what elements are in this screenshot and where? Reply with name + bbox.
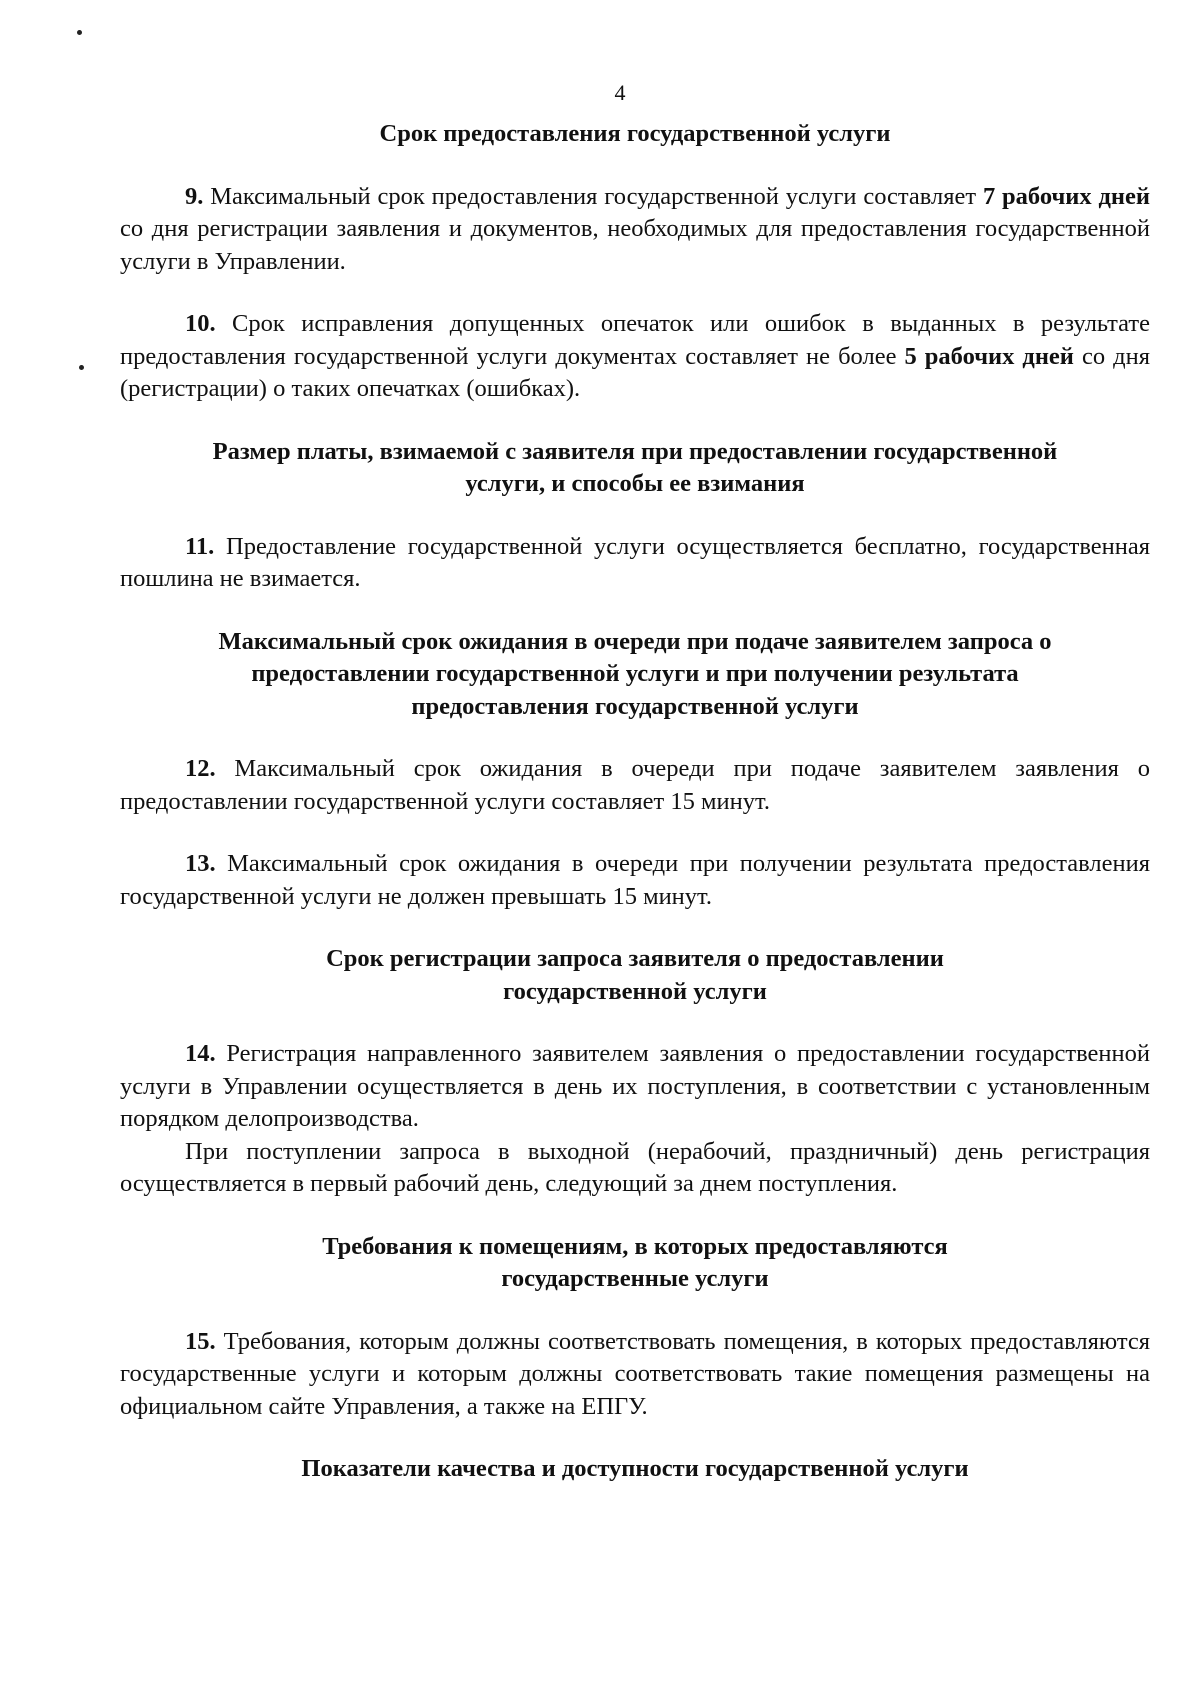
- paragraph-text: Требования, которым должны соответствовать помещения, в которых предоставляются государственные услуги и которым должны соответствовать такие помещения размещены на официальном сайте Управления, а также на ЕПГУ.: [120, 1327, 1150, 1420]
- paragraph-10: [120, 308, 1150, 406]
- paragraph-14-continuation: При поступлении запроса в выходной (нерабочий, праздничный) день регистрация осуществляется в первый рабочий день, следующий за днем поступления.: [120, 1137, 1150, 1197]
- paragraph-number: 9.: [185, 182, 204, 210]
- scan-mark-dot: [77, 30, 82, 35]
- paragraph-number: 11.: [185, 532, 215, 560]
- paragraph-number: 10.: [185, 310, 216, 337]
- paragraph-text: Максимальный срок предоставления государственной услуги составляет: [203, 182, 983, 210]
- paragraph-text: Предоставление государственной услуги осуществляется бесплатно, государственная пошлина не взимается.: [120, 532, 1150, 592]
- paragraph-text: со дня регистрации заявления и документов, необходимых для предоставления государственной услуги в Управлении.: [120, 215, 1150, 275]
- paragraph-text: Максимальный срок ожидания в очереди при получении результата предоставления государственной услуги не должен превышать 15 минут.: [120, 850, 1150, 910]
- scan-mark-dot: [79, 365, 84, 370]
- paragraph-number: 12.: [185, 755, 216, 782]
- paragraph-text: со дня (регистрации) о таких опечатках (ошибках).: [120, 342, 1150, 402]
- paragraph-number: 13.: [185, 850, 216, 877]
- paragraph-emphasis: 7 рабочих дней: [982, 182, 1150, 210]
- section-heading-registration: Срок регистрации запроса заявителя о предоставлении государственной услуги: [326, 945, 944, 1005]
- paragraph-9: [120, 181, 1150, 279]
- paragraph-12: [120, 753, 1150, 818]
- section-heading-quality-indicators: Показатели качества и доступности государственной услуги: [301, 1455, 969, 1482]
- section-heading-service-term: Срок предоставления государственной услуги: [379, 120, 891, 147]
- paragraph-emphasis: 5 рабочих дней: [904, 342, 1074, 370]
- paragraph-15: [120, 1326, 1150, 1424]
- section-heading-premises: Требования к помещениям, в которых предоставляются государственные услуги: [322, 1232, 948, 1292]
- section-heading-fee: Размер платы, взимаемой с заявителя при предоставлении государственной услуги, и способы ее взимания: [212, 437, 1058, 497]
- paragraph-text: Регистрация направленного заявителем заявления о предоставлении государственной услуги в Управлении осуществляется в день их поступления, в соответствии с установленным порядком делопроизводства.: [120, 1040, 1150, 1132]
- paragraph-number: 14.: [185, 1040, 216, 1067]
- paragraph-14: [120, 1038, 1150, 1136]
- paragraph-text: Срок исправления допущенных опечаток или ошибок в выданных в результате предоставления государственной услуги документах составляет не более: [120, 310, 1150, 370]
- paragraph-number: 15.: [185, 1327, 216, 1355]
- document-body: [120, 118, 1150, 1486]
- paragraph-11: [120, 531, 1150, 596]
- section-heading-queue-time: Максимальный срок ожидания в очереди при подаче заявителем запроса о предоставлении государственной услуги и при получении результата предоставления государственной услуги: [218, 627, 1052, 720]
- paragraph-text: Максимальный срок ожидания в очереди при подаче заявителем заявления о предоставлении государственной услуги составляет 15 минут.: [120, 755, 1150, 815]
- paragraph-13: [120, 848, 1150, 913]
- page-number: 4: [614, 80, 626, 105]
